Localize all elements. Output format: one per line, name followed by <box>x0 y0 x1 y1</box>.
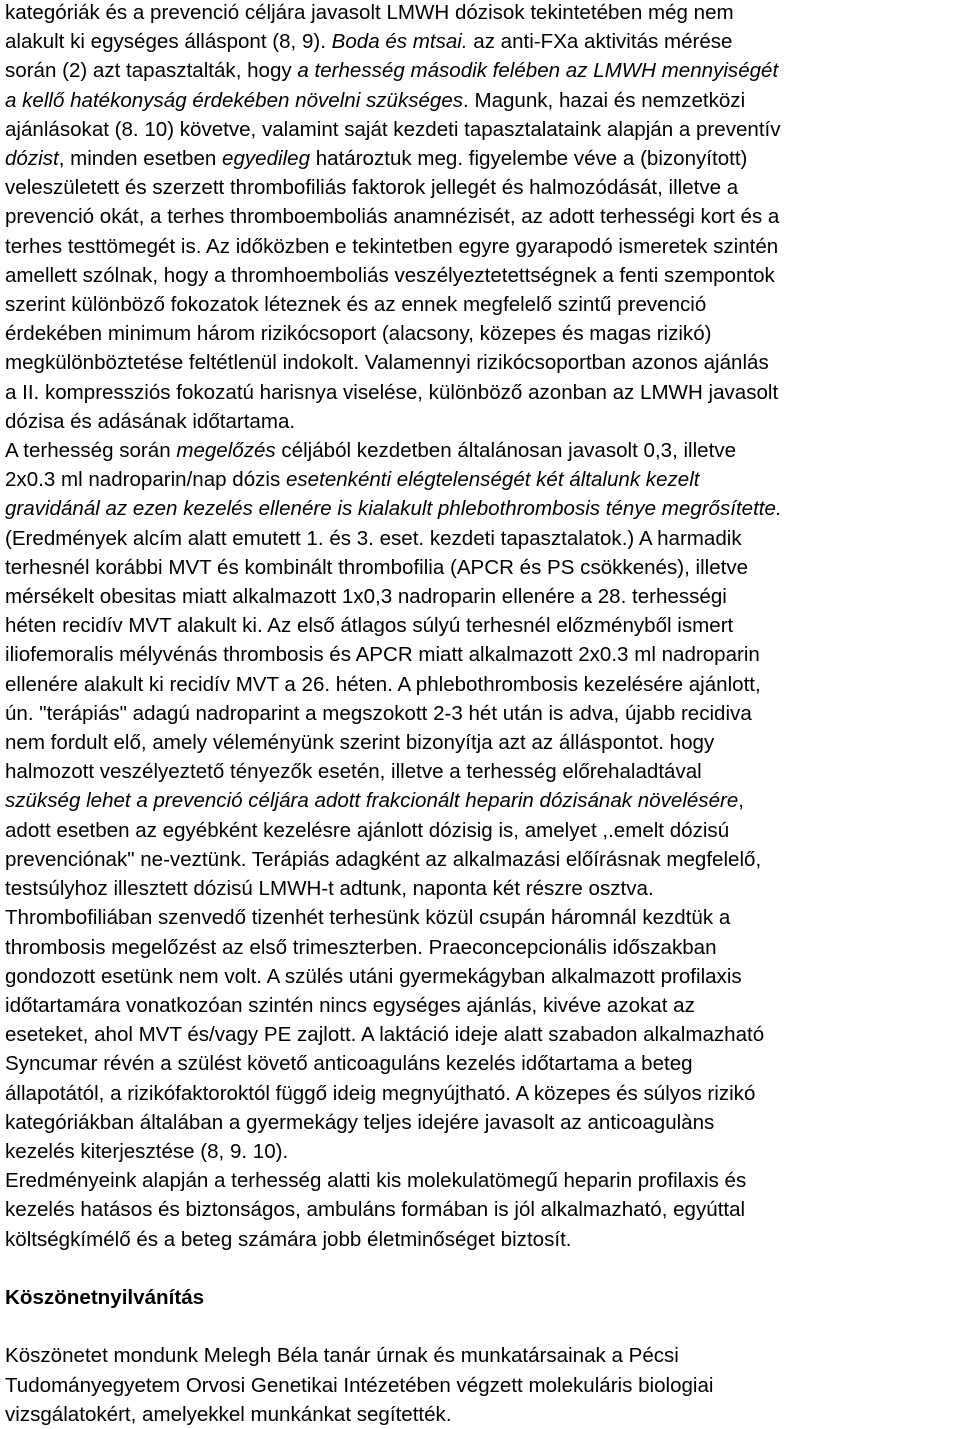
italic-text: esetenkénti elégtelenségét két általunk kezelt <box>285 468 700 492</box>
text-line <box>5 290 957 319</box>
text-line: vizsgálatokért, amelyekkel munkánkat segítették. <box>5 1402 452 1426</box>
acknowledgements-body <box>5 1341 957 1429</box>
text-line <box>5 670 957 699</box>
text-segment: terhesnél korábbi MVT és kombinált thrombofilia (APCR és PS csökkenés), illetve <box>5 555 749 579</box>
text-line <box>5 1049 957 1078</box>
text-line <box>5 173 957 202</box>
italic-text: gravidánál az ezen kezelés ellenére is kialakult phlebothrombosis ténye megrősítette. <box>5 497 782 521</box>
text-segment: A terhesség során <box>5 439 177 463</box>
text-segment: thrombosis megelőzést az első trimeszterben. Praeconcepcionális időszakban <box>5 935 717 959</box>
text-segment: kezelés kiterjesztése (8, 9. 10). <box>5 1139 289 1163</box>
text-line <box>5 728 957 757</box>
text-line <box>5 202 957 231</box>
text-line <box>5 524 957 553</box>
text-line <box>5 962 957 991</box>
text-segment: nem fordult elő, amely véleményünk szerint bizonyítja azt az álláspontot. hogy <box>5 731 715 755</box>
text-segment: során (2) azt tapasztalták, hogy <box>5 59 298 83</box>
text-segment: eseteket, ahol MVT és/vagy PE zajlott. A laktáció ideje alatt szabadon alkalmazható <box>5 1023 765 1047</box>
text-segment: terhes testtömegét is. Az időközben e tekintetben egyre gyarapodó ismeretek szintén <box>5 234 779 258</box>
text-line <box>5 1166 957 1195</box>
text-segment: veleszületett és szerzett thrombofiliás faktorok jellegét és halmozódását, illetve a <box>5 176 739 200</box>
main-body-text <box>5 0 957 1254</box>
italic-text: a kellő hatékonyság érdekében növelni szükséges <box>5 88 464 112</box>
text-line <box>5 348 957 377</box>
text-segment: iliofemoralis mélyvénás thrombosis és APCR miatt alkalmazott 2x0.3 ml nadroparin <box>5 643 760 667</box>
text-line <box>5 115 957 144</box>
text-segment: Syncumar révén a szülést követő anticoaguláns kezelés időtartama a beteg <box>5 1052 693 1076</box>
text-line <box>5 991 957 1020</box>
text-segment: határoztuk meg. figyelembe véve a (bizonyított) <box>310 147 748 171</box>
text-segment: kategóriák és a prevenció céljára javasolt LMWH dózisok tekintetében még nem <box>5 1 734 24</box>
italic-text: a terhesség második felében az LMWH mennyiségét <box>297 59 779 83</box>
text-line <box>5 933 957 962</box>
italic-text: dózist <box>5 147 59 171</box>
spacer <box>5 1312 957 1341</box>
text-segment: ellenére alakult ki recidív MVT a 26. héten. A phlebothrombosis kezelésére ajánlott, <box>5 672 761 696</box>
text-segment: (Eredmények alcím alatt emutett 1. és 3. eset. kezdeti tapasztalatok.) A harmadik <box>5 526 742 550</box>
text-segment: halmozott veszélyeztető tényezők esetén, illetve a terhesség előrehaladtával <box>5 760 702 784</box>
text-segment: céljából kezdetben általánosan javasolt 0,3, illetve <box>275 439 737 463</box>
text-segment: dózisa és adásának időtartama. <box>5 409 296 433</box>
text-line <box>5 378 957 407</box>
text-line <box>5 319 957 348</box>
text-segment: adott esetben az egyébként kezelésre ajánlott dózisig is, amelyet ,.emelt dózisú <box>5 818 730 842</box>
text-line <box>5 582 957 611</box>
text-line <box>5 1020 957 1049</box>
text-line <box>5 436 957 465</box>
italic-text: Boda és mtsai. <box>331 30 468 54</box>
text-line <box>5 1225 957 1254</box>
text-segment: az anti-FXa aktivitás mérése <box>467 30 733 54</box>
text-segment: mérsékelt obesitas miatt alkalmazott 1x0,3 nadroparin ellenére a 28. terhességi <box>5 585 727 609</box>
text-line <box>5 640 957 669</box>
text-segment: kezelés hatásos és biztonságos, ambuláns formában is jól alkalmazható, egyúttal <box>5 1198 746 1222</box>
text-line <box>5 1195 957 1224</box>
text-line: Tudományegyetem Orvosi Genetikai Intézetében végzett molekuláris biologiai <box>5 1373 714 1397</box>
text-segment: ún. "terápiás" adagú nadroparint a megszokott 2-3 hét után is adva, újabb recidiva <box>5 701 752 725</box>
text-line <box>5 553 957 582</box>
italic-text: szükség lehet a prevenció céljára adott frakcionált heparin dózisának növelésére <box>5 789 739 813</box>
text-segment: ajánlásokat (8. 10) követve, valamint saját kezdeti tapasztalataink alapján a preventív <box>5 117 781 141</box>
text-segment: megkülönböztetése feltétlenül indokolt. Valamennyi rizikócsoportban azonos ajánlás <box>5 351 769 375</box>
spacer <box>5 1254 957 1283</box>
text-segment: gondozott esetünk nem volt. A szülés utáni gyermekágyban alkalmazott profilaxis <box>5 964 742 988</box>
text-segment: , minden esetben <box>58 147 223 171</box>
text-segment: költségkímélő és a beteg számára jobb életminőséget biztosít. <box>5 1227 572 1251</box>
text-line <box>5 86 957 115</box>
text-segment: Thrombofiliában szenvedő tizenhét terhesünk közül csupán háromnál kezdtük a <box>5 906 731 930</box>
italic-text: egyedileg <box>222 147 310 171</box>
text-line <box>5 261 957 290</box>
text-line <box>5 874 957 903</box>
text-line <box>5 232 957 261</box>
text-segment: szerint különböző fokozatok léteznek és az ennek megfelelő szintű prevenció <box>5 293 707 317</box>
text-line <box>5 1079 957 1108</box>
text-line <box>5 1137 957 1166</box>
text-segment: érdekében minimum három rizikócsoport (alacsony, közepes és magas rizikó) <box>5 322 712 346</box>
text-segment: időtartamára vonatkozóan szintén nincs egységes ajánlás, kivéve azokat az <box>5 993 695 1017</box>
text-segment: állapotától, a rizikófaktoroktól függő ideig megnyújtható. A közepes és súlyos rizikó <box>5 1081 756 1105</box>
text-line <box>5 27 957 56</box>
text-line <box>5 816 957 845</box>
text-line: Köszönetet mondunk Melegh Béla tanár úrnak és munkatársainak a Pécsi <box>5 1344 679 1368</box>
text-line <box>5 757 957 786</box>
text-segment: testsúlyhoz illesztett dózisú LMWH-t adtunk, naponta két részre osztva. <box>5 877 654 901</box>
text-segment: prevenció okát, a terhes thromboemboliás anamnézisét, az adott terhességi kort és a <box>5 205 780 229</box>
text-line <box>5 699 957 728</box>
text-segment: amellett szólnak, hogy a thromhoemboliás veszélyeztetettségnek a fenti szempontok <box>5 263 775 287</box>
text-segment: . Magunk, hazai és nemzetközi <box>463 88 746 112</box>
text-segment: a II. kompressziós fokozatú harisnya viselése, különböző azonban az LMWH javasolt <box>5 380 779 404</box>
text-segment: alakult ki egységes álláspont (8, 9). <box>5 30 332 54</box>
acknowledgements-heading: Köszönetnyilvánítás <box>5 1285 205 1309</box>
text-segment: prevenciónak" ne-veztünk. Terápiás adagként az alkalmazási előírásnak megfelelő, <box>5 847 762 871</box>
text-line <box>5 845 957 874</box>
text-segment: Eredményeink alapján a terhesség alatti kis molekulatömegű heparin profilaxis és <box>5 1169 747 1193</box>
document-page <box>5 0 957 1429</box>
text-segment: 2x0.3 ml nadroparin/nap dózis <box>5 468 286 492</box>
text-line <box>5 903 957 932</box>
text-line <box>5 465 957 494</box>
text-line <box>5 611 957 640</box>
text-line <box>5 144 957 173</box>
text-line <box>5 494 957 523</box>
text-line <box>5 786 957 815</box>
text-segment: kategóriákban általában a gyermekágy teljes idejére javasolt az anticoagulàns <box>5 1110 715 1134</box>
text-line <box>5 407 957 436</box>
text-line <box>5 56 957 85</box>
text-segment: , <box>738 789 744 813</box>
text-line <box>5 0 957 27</box>
text-segment: héten recidív MVT alakult ki. Az első átlagos súlyú terhesnél előzményből ismert <box>5 614 734 638</box>
text-line <box>5 1108 957 1137</box>
italic-text: megelőzés <box>176 439 276 463</box>
